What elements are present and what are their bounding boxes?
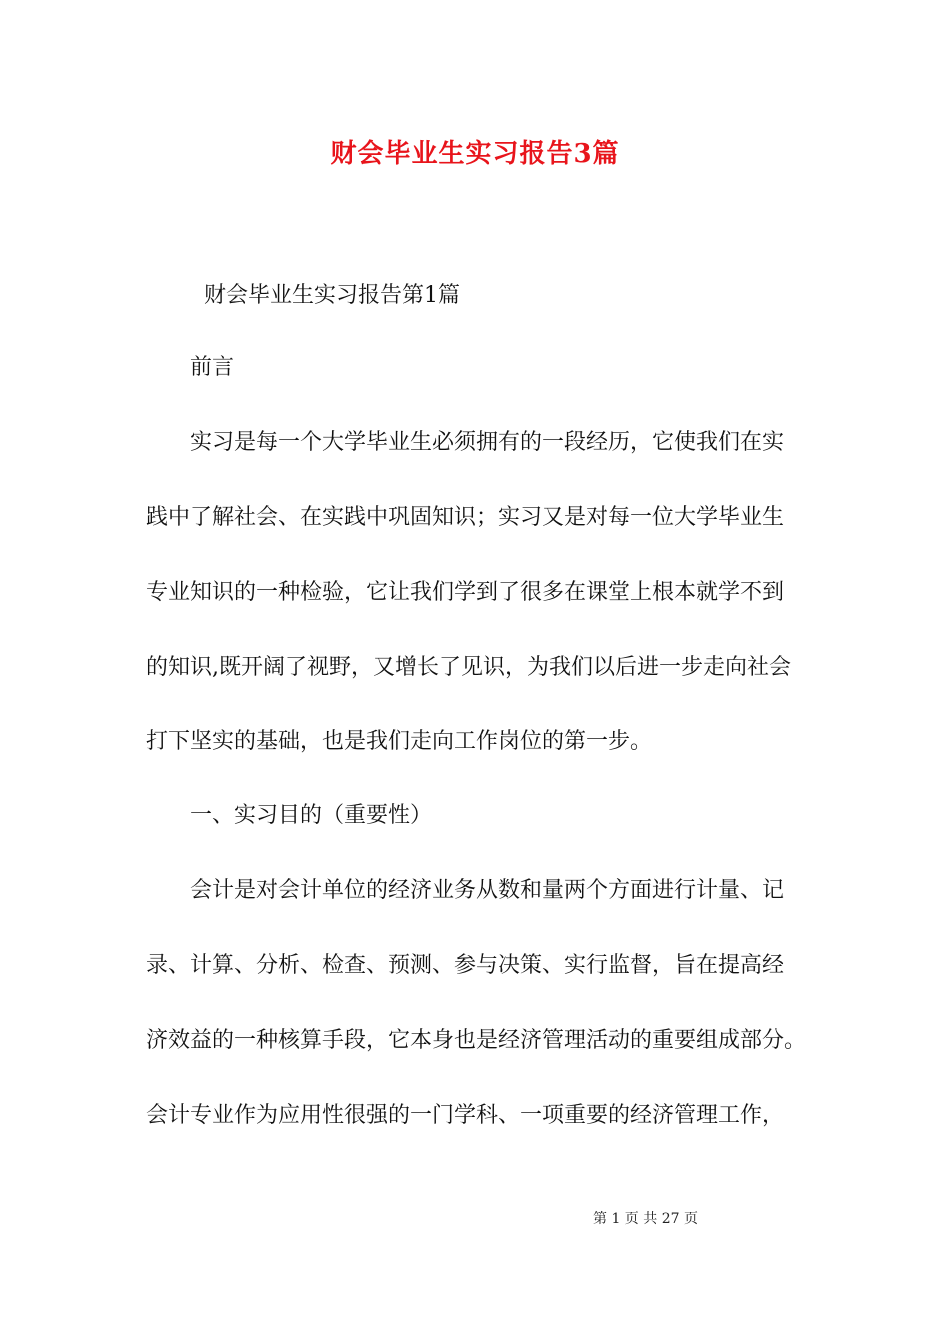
paragraph-line: 的知识,既开阔了视野，又增长了见识，为我们以后进一步走向社会 [146,655,791,680]
document-title: 财会毕业生实习报告3篇 [330,139,620,169]
page-number-footer: 第 1 页 共 27 页 [593,1211,698,1227]
section-heading: 一、实习目的（重要性） [190,803,433,828]
paragraph-line: 济效益的一种核算手段，它本身也是经济管理活动的重要组成部分。 [146,1028,807,1053]
paragraph-line: 践中了解社会、在实践中巩固知识；实习又是对每一位大学毕业生 [146,505,785,530]
paragraph-line: 录、计算、分析、检查、预测、参与决策、实行监督，旨在提高经 [146,953,785,978]
section-subtitle: 财会毕业生实习报告第1篇 [204,283,460,308]
paragraph-line: 专业知识的一种检验，它让我们学到了很多在课堂上根本就学不到 [146,580,785,605]
paragraph-line: 实习是每一个大学毕业生必须拥有的一段经历，它使我们在实 [190,430,785,455]
paragraph-line: 打下坚实的基础，也是我们走向工作岗位的第一步。 [146,729,653,754]
paragraph-line: 会计专业作为应用性很强的一门学科、一项重要的经济管理工作， [146,1103,785,1128]
paragraph-line: 会计是对会计单位的经济业务从数和量两个方面进行计量、记 [190,878,785,903]
preface-heading: 前言 [190,355,235,380]
